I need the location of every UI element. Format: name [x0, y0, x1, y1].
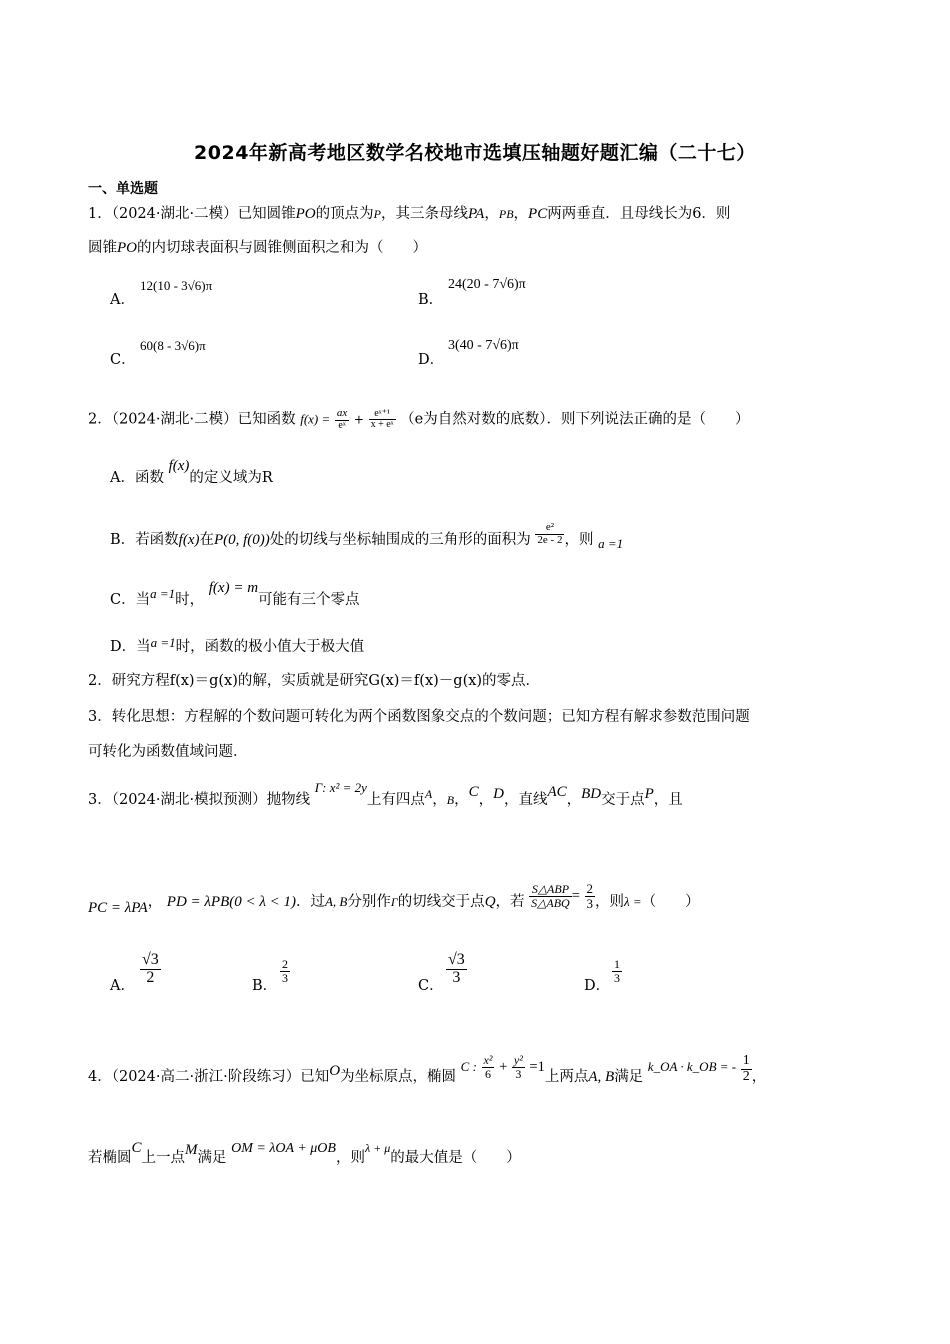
q2-line1: [88, 408, 749, 431]
q3-pt-d: D: [493, 786, 504, 802]
q4-k-frac: [741, 1054, 752, 1084]
q3-pt-p: P: [644, 786, 654, 802]
q4-line1: [88, 1053, 767, 1092]
option-label: D．: [418, 352, 445, 368]
q2-option-d[interactable]: [110, 637, 364, 657]
section-heading: 一、单选题: [88, 181, 158, 197]
frac-den: 3: [586, 895, 593, 911]
option-label: D．: [584, 978, 611, 994]
q2-text: （e为自然对数的底数）．则下列说法正确的是（ ）: [400, 411, 750, 428]
option-label: B．: [418, 292, 444, 308]
q3-text: 交于点: [601, 792, 645, 808]
q4-text: ，则: [335, 1150, 365, 1166]
option-label: A．: [110, 978, 135, 994]
q2-b-frac: [535, 522, 564, 546]
option-label: B．: [252, 978, 278, 994]
q1-line1: [88, 204, 730, 224]
q2-b-point: P(0, f(0)): [213, 532, 270, 549]
q1-option-c[interactable]: [110, 350, 140, 370]
q3-option-c[interactable]: [418, 976, 444, 996]
q3-text: 分别作: [347, 894, 391, 911]
frac-num: 1: [614, 957, 620, 971]
frac-den: 3: [614, 970, 620, 985]
q1-sep: ，: [484, 206, 499, 222]
q3-ratio-frac: [585, 882, 596, 910]
q3-sep: ，: [147, 894, 163, 911]
q1-line2: [88, 238, 427, 258]
q2-b-text: ，则: [564, 532, 594, 549]
q3-bd: BD: [581, 786, 602, 802]
q1-text: 两两垂直．且母线长为6．则: [547, 206, 731, 222]
q4-c-label: C :: [460, 1059, 477, 1075]
note-2: 2．研究方程f(x)＝g(x)的解，实质就是研究G(x)＝f(x)－g(x)的零点．: [88, 673, 541, 689]
q3-gamma: Γ: x² = 2y: [314, 780, 367, 795]
q3-option-a[interactable]: [110, 976, 135, 996]
q3-option-b[interactable]: [252, 976, 277, 996]
q2-d-text: 当: [136, 639, 151, 655]
q4-plus: +: [499, 1059, 508, 1076]
q2-plus: +: [353, 412, 364, 427]
q2-b-a: a =1: [598, 536, 624, 552]
q3-pt-a: A: [424, 787, 433, 801]
frac-den: 2e - 2: [537, 533, 563, 546]
frac: [280, 958, 290, 984]
q3-sep: ，: [454, 792, 469, 808]
option-label: A．: [110, 470, 135, 486]
frac: [612, 958, 622, 984]
q4-source: （2024·高二·浙江·阶段练习）: [111, 1069, 301, 1086]
q3-option-d[interactable]: [584, 976, 610, 996]
q3-gamma-sym: Γ: [390, 895, 398, 910]
frac-den: x + eˣ: [370, 419, 394, 431]
frac-num: √3: [142, 951, 159, 968]
q2-c-text: 当: [135, 592, 151, 608]
q4-text: 若椭圆: [88, 1150, 132, 1166]
q3-source: （2024·湖北·模拟预测）: [111, 792, 267, 808]
q1-sep: ，: [513, 206, 529, 222]
frac-num: eˣ⁺¹: [369, 409, 396, 421]
note-3-line2: 可转化为函数值域问题．: [88, 744, 248, 760]
q1-option-c-math: 60(8 - 3√6)π: [140, 338, 206, 353]
q2-option-b[interactable]: [110, 521, 624, 552]
frac-num: x²: [483, 1053, 493, 1068]
frac-den: S△ABQ: [531, 895, 570, 910]
q1-option-d-math: 3(40 - 7√6)π: [448, 338, 519, 353]
q3-area-frac: [529, 883, 572, 909]
q3-text: ，且: [653, 792, 683, 808]
q4-line2: [88, 1140, 521, 1169]
q3-option-a-math: [140, 952, 161, 987]
q4-text: ，: [751, 1069, 767, 1086]
frac-num: S△ABP: [529, 883, 572, 897]
q3-text: ，若: [495, 894, 525, 911]
option-label: D．: [110, 639, 137, 655]
q3-text: ．过: [295, 894, 325, 911]
q3-text: 的切线交于点: [397, 894, 485, 911]
q1-math-pb: PB: [498, 207, 514, 221]
q1-option-b[interactable]: [418, 290, 447, 310]
q3-pt-c: C: [468, 784, 479, 800]
frac-num: e²: [535, 522, 564, 535]
frac-den: 3: [282, 970, 288, 985]
q1-source: （2024·湖北·二模）: [111, 206, 238, 222]
q2-a-math: f(x): [168, 458, 190, 474]
frac: [446, 952, 467, 987]
frac-den: 2: [146, 968, 155, 986]
q3-text: 抛物线: [266, 792, 311, 808]
q1-text: 的顶点为: [315, 206, 374, 222]
q3-text: ，直线: [503, 792, 548, 808]
q1-math-p: P: [373, 207, 381, 221]
q3-number: 3．: [88, 792, 112, 808]
q4-text: 已知: [300, 1069, 330, 1086]
q1-text: ，其三条母线: [380, 206, 468, 222]
q2-c-eq: f(x) = m: [208, 580, 259, 596]
q2-number: 2．: [88, 411, 112, 428]
q4-m: M: [185, 1142, 198, 1158]
q3-text: （ ）: [641, 894, 700, 911]
q2-a-text: 的定义域为R: [189, 470, 273, 486]
q3-line1: [88, 780, 683, 810]
q1-math-pa: PA: [467, 206, 485, 222]
q3-text: ，则: [595, 894, 624, 911]
q3-option-c-math: [446, 952, 467, 987]
q1-option-d[interactable]: [418, 350, 448, 370]
q2-b-text: 处的切线与坐标轴围成的三角形的面积为: [269, 532, 531, 549]
q2-c-text: 时，: [175, 592, 205, 608]
q3-option-b-math: [280, 958, 290, 984]
q4-frac-y: [512, 1054, 525, 1080]
q4-text: 为坐标原点，椭圆: [340, 1069, 457, 1086]
option-label: A．: [110, 292, 135, 308]
q3-text: 上有四点: [366, 792, 425, 808]
q3-option-d-math: [612, 958, 622, 984]
frac-num: y²: [513, 1053, 523, 1068]
q2-d-text: 时，函数的极小值大于极大值: [175, 639, 365, 655]
frac-den: 2: [742, 1068, 750, 1084]
q3-sep: ，: [432, 792, 447, 808]
q1-text: 已知圆锥: [237, 206, 296, 222]
frac-num: √3: [448, 951, 465, 968]
q3-q: Q: [484, 894, 496, 911]
q2-option-c[interactable]: [110, 580, 360, 610]
q4-ab: A, B: [588, 1069, 615, 1086]
q1-option-b-math: 24(20 - 7√6)π: [448, 277, 526, 292]
q1-number: 1．: [88, 206, 112, 222]
q4-frac-x: [482, 1054, 495, 1080]
q1-text: 圆锥: [88, 240, 117, 256]
q1-math-pc: PC: [528, 206, 548, 222]
q2-frac2: [369, 409, 396, 431]
q4-eq1: =1: [529, 1059, 545, 1076]
q3-ab: A, B: [324, 894, 348, 910]
q4-lambda-mu: λ + μ: [364, 1141, 391, 1155]
frac-den: 3: [452, 968, 461, 986]
q4-text: 满足: [614, 1069, 644, 1086]
frac-den: eˣ: [338, 419, 346, 431]
q2-source: （2024·湖北·二模）: [111, 411, 238, 428]
q2-b-text: 若函数: [135, 532, 179, 549]
q2-text: 已知函数: [237, 411, 296, 428]
q3-eq-sign: =: [571, 888, 580, 905]
q1-math-po: PO: [117, 240, 137, 256]
q3-ac: AC: [547, 784, 567, 800]
option-label: B．: [110, 532, 136, 549]
q3-eq2: PD = λPB(0 < λ < 1): [166, 894, 296, 911]
q3-line2: [88, 881, 700, 917]
q3-sep: ，: [566, 792, 582, 808]
q4-slope-product: k_OA · k_OB = -: [647, 1059, 737, 1075]
option-label: C．: [418, 978, 444, 994]
q2-b-text: 在: [199, 532, 214, 549]
q2-c-a: a =1: [150, 586, 176, 601]
q3-lambda: λ =: [624, 894, 642, 910]
q2-b-math: f(x): [178, 532, 200, 549]
q1-option-a[interactable]: [110, 290, 139, 310]
frac: [140, 952, 161, 987]
q4-number: 4．: [88, 1069, 112, 1086]
q1-math-po: PO: [295, 206, 316, 222]
option-label: C．: [110, 592, 136, 608]
frac-num: 2: [586, 881, 593, 896]
q2-math-fx: f(x) =: [300, 411, 331, 427]
frac-num: 2: [282, 957, 288, 971]
q2-option-a[interactable]: [110, 458, 273, 488]
q4-text: 上一点: [141, 1150, 186, 1166]
q4-c: C: [131, 1140, 142, 1156]
q2-c-text: 可能有三个零点: [258, 592, 360, 608]
q4-text: 上两点: [544, 1069, 589, 1086]
q3-sep: ，: [478, 792, 494, 808]
frac-num: ax: [336, 407, 348, 419]
q2-d-a: a =1: [150, 635, 176, 650]
frac-den: 3: [515, 1066, 522, 1081]
option-label: C．: [110, 352, 136, 368]
document-title: 2024年新高考地区数学名校地市选填压轴题好题汇编（二十七）: [194, 142, 756, 164]
q3-pt-b: B: [446, 793, 455, 807]
q4-origin: O: [329, 1063, 341, 1080]
note-3-line1: 3．转化思想：方程解的个数问题可转化为两个函数图象交点的个数问题；已知方程有解求参数范围问题: [88, 709, 750, 725]
q2-a-text: 函数: [134, 470, 164, 486]
frac-den: 6: [485, 1066, 491, 1081]
q4-vector-eq: OM = λOA + μOB: [231, 1141, 336, 1156]
q1-text: 的内切球表面积与圆锥侧面积之和为（ ）: [137, 240, 427, 256]
q1-option-a-math: 12(10 - 3√6)π: [140, 278, 213, 293]
q3-eq1: PC = λPA: [88, 900, 148, 917]
q4-text: 满足: [197, 1150, 227, 1166]
q2-frac1: [335, 408, 349, 431]
frac-num: 1: [742, 1053, 750, 1068]
q4-text: 的最大值是（ ）: [390, 1150, 521, 1166]
